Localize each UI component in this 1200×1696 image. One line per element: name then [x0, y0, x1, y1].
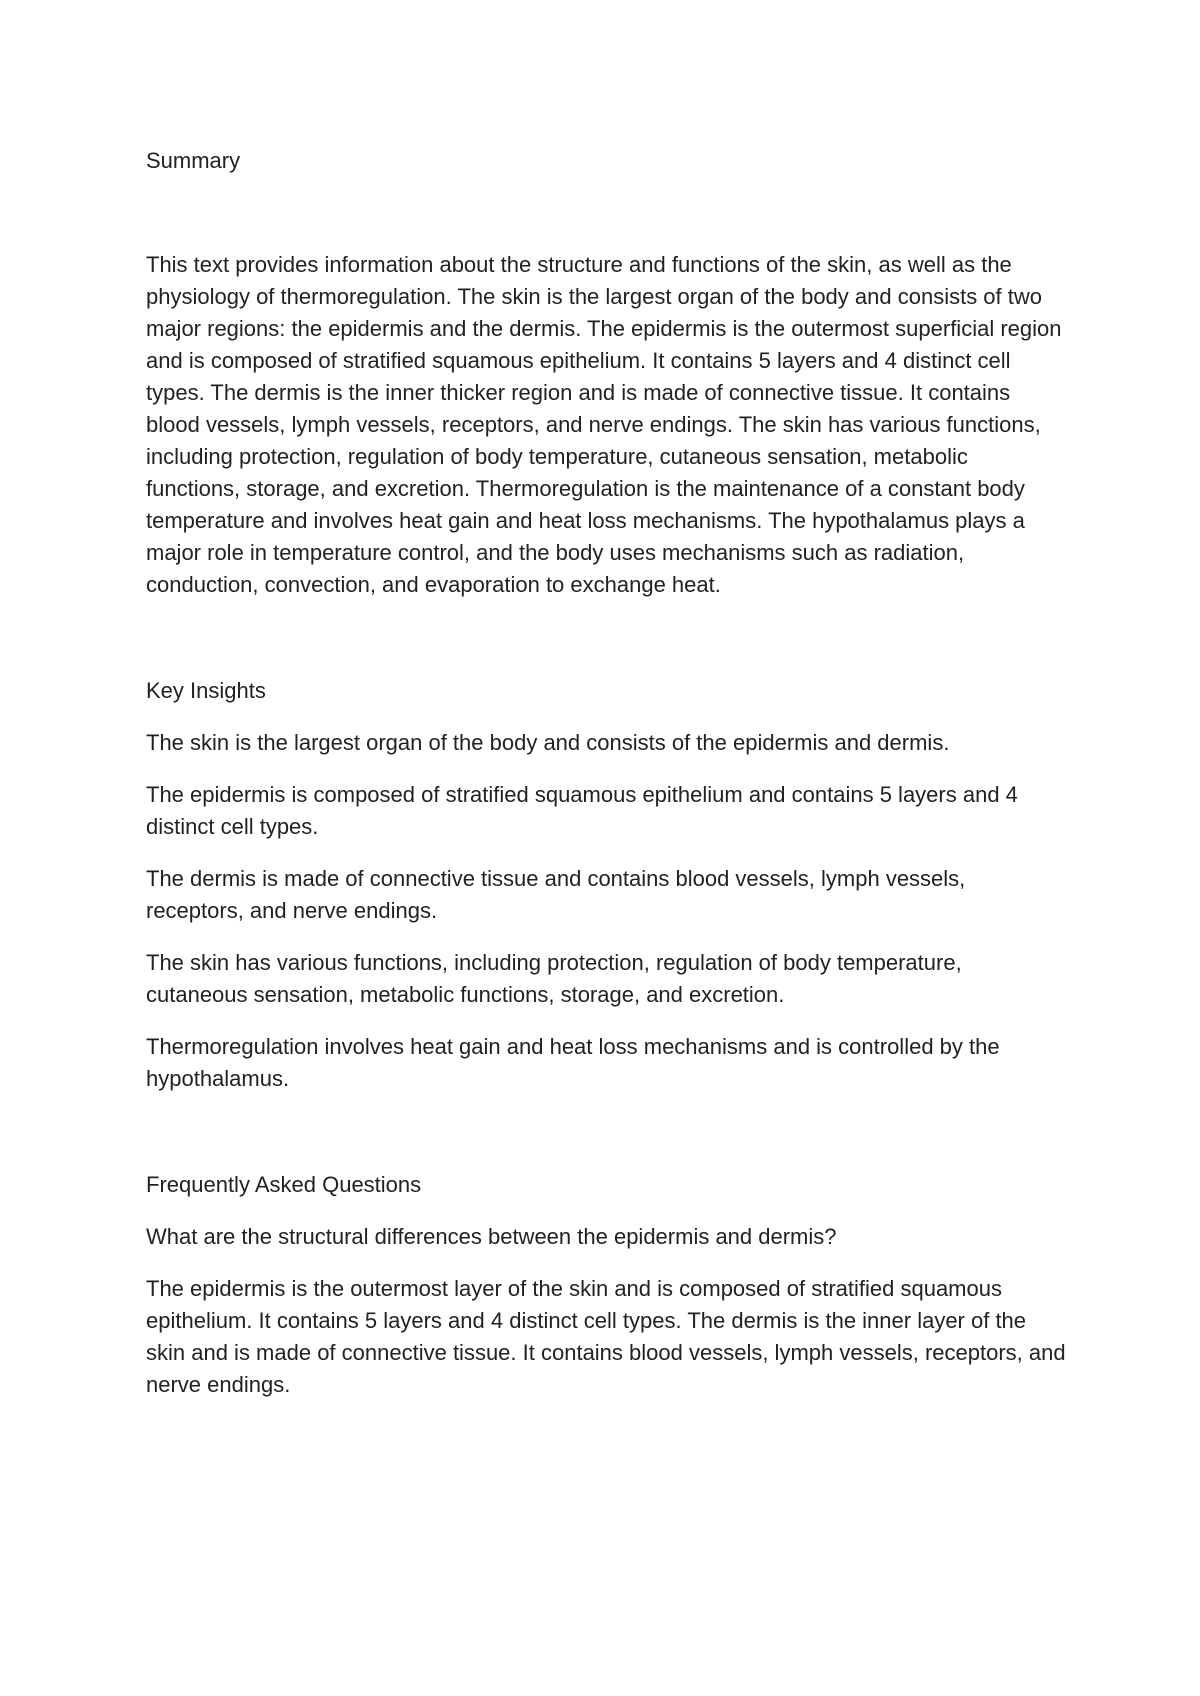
- key-insights-heading: Key Insights: [146, 678, 266, 703]
- document-page: [146, 145, 1066, 1401]
- key-insight-item: The skin has various functions, including protection, regulation of body temperature, cutaneous sensation, metabolic functions, storage, and excretion.: [146, 950, 962, 1007]
- summary-paragraph: This text provides information about the structure and functions of the skin, as well as the physiology of thermoregulation. The skin is the largest organ of the body and consists of two major regions: the epidermis and the dermis. The epidermis is the outermost superficial region and is composed of stratified squamous epithelium. It contains 5 layers and 4 distinct cell types. The dermis is the inner thicker region and is made of connective tissue. It contains blood vessels, lymph vessels, receptors, and nerve endings. The skin has various functions, including protection, regulation of body temperature, cutaneous sensation, metabolic functions, storage, and excretion. Thermoregulation is the maintenance of a constant body temperature and involves heat gain and heat loss mechanisms. The hypothalamus plays a major role in temperature control, and the body uses mechanisms such as radiation, conduction, convection, and evaporation to exchange heat.: [146, 252, 1062, 597]
- key-insight-item: The skin is the largest organ of the body and consists of the epidermis and dermis.: [146, 730, 950, 755]
- faq-answer: The epidermis is the outermost layer of the skin and is composed of stratified squamous epithelium. It contains 5 layers and 4 distinct cell types. The dermis is the inner layer of the skin and is made of connective tissue. It contains blood vessels, lymph vessels, receptors, and nerve endings.: [146, 1276, 1066, 1397]
- faq-question: What are the structural differences between the epidermis and dermis?: [146, 1224, 837, 1249]
- section-spacer: [146, 601, 1066, 675]
- summary-heading: Summary: [146, 148, 241, 173]
- key-insights-list: [146, 727, 1066, 1095]
- section-spacer: [146, 1115, 1066, 1169]
- key-insight-item: Thermoregulation involves heat gain and heat loss mechanisms and is controlled by the hypothalamus.: [146, 1034, 1000, 1091]
- key-insight-item: The dermis is made of connective tissue and contains blood vessels, lymph vessels, receptors, and nerve endings.: [146, 866, 966, 923]
- faq-heading: Frequently Asked Questions: [146, 1172, 422, 1197]
- key-insight-item: The epidermis is composed of stratified squamous epithelium and contains 5 layers and 4 distinct cell types.: [146, 782, 1018, 839]
- faq-item: [146, 1221, 1066, 1401]
